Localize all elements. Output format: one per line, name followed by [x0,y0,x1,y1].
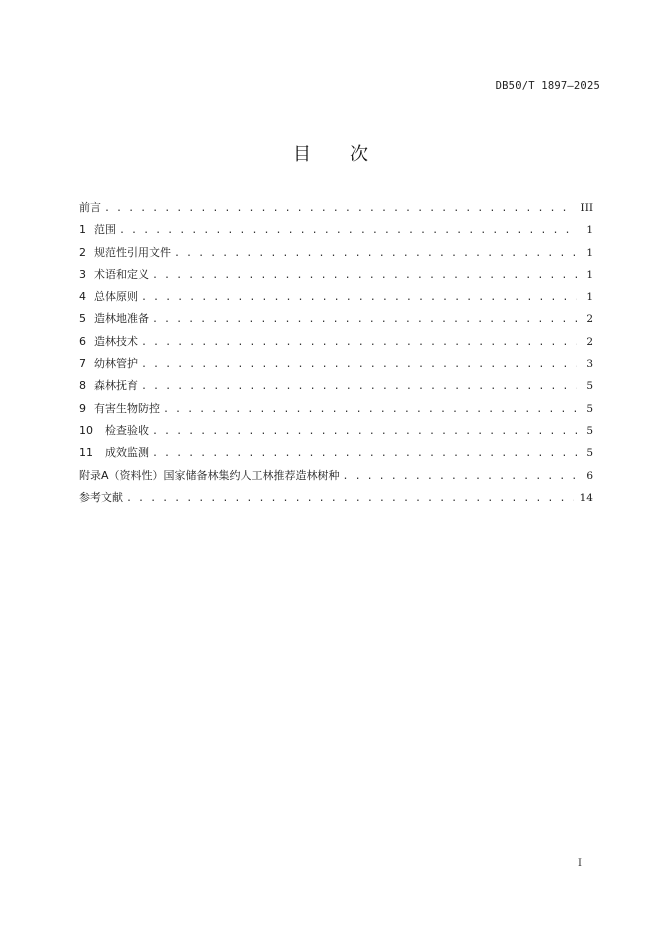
toc-entry-page: 14 [579,491,593,504]
toc-entry-label: 总体原则 [94,290,138,304]
toc-leader-dots [152,424,577,440]
toc-entry-label: 附录A（资料性）国家储备林集约人工林推荐造林树种 [79,468,340,482]
toc-entry-number: 10 [79,423,93,437]
toc-leader-dots [119,223,577,239]
toc-entry-page: 2 [586,313,593,326]
toc-entry-label: 检查验收 [105,423,149,437]
toc-leader-dots [152,268,577,284]
toc-entry-forest-tending[interactable] [79,378,593,400]
toc-entry-label: 规范性引用文件 [94,245,171,259]
toc-entry-scope[interactable] [79,222,593,244]
page-title [0,140,662,166]
page-title-char-2: 次 [350,144,369,165]
toc-entry-label: 参考文献 [79,490,123,504]
toc-entry-number: 9 [79,401,86,415]
toc-entry-inspection-acceptance[interactable] [79,423,593,445]
toc-entry-label: 幼林管护 [94,357,138,371]
toc-entry-label: 造林技术 [94,334,138,348]
toc-entry-general-principles[interactable] [79,289,593,311]
toc-entry-number: 11 [79,446,93,460]
toc-entry-page: 5 [586,402,593,415]
toc-entry-page: 6 [586,469,593,482]
toc-entry-page: 1 [586,224,593,237]
toc-leader-dots [152,446,577,462]
toc-entry-number: 6 [79,334,86,348]
toc-entry-pest-control[interactable] [79,401,593,423]
toc-entry-page: III [580,202,593,214]
document-code: DB50/T 1897—2025 [495,80,600,92]
toc-leader-dots [163,402,577,418]
toc-entry-site-preparation[interactable] [79,311,593,333]
toc-leader-dots [141,357,577,373]
toc-entry-page: 3 [586,358,593,371]
toc-entry-page: 2 [586,335,593,348]
toc-entry-label: 森林抚育 [94,379,138,393]
toc-entry-page: 1 [586,268,593,281]
toc-entry-young-forest-care[interactable] [79,356,593,378]
toc-entry-label: 术语和定义 [94,267,149,281]
toc-entry-effectiveness-monitoring[interactable] [79,445,593,467]
toc-entry-number: 4 [79,290,86,304]
toc-entry-number: 1 [79,223,86,237]
toc-entry-normative-references[interactable] [79,245,593,267]
toc-leader-dots [343,469,577,485]
toc-entry-number: 5 [79,312,86,326]
toc-entry-number: 7 [79,357,86,371]
toc-entry-number: 2 [79,245,86,259]
toc-entry-page: 5 [586,447,593,460]
toc-entry-afforestation-techniques[interactable] [79,334,593,356]
table-of-contents [79,200,593,512]
toc-leader-dots [141,335,577,351]
toc-entry-page: 5 [586,380,593,393]
toc-entry-terms-definitions[interactable] [79,267,593,289]
toc-entry-page: 1 [586,246,593,259]
toc-entry-label: 前言 [79,201,101,214]
toc-entry-page: 1 [586,291,593,304]
page-title-char-1: 目 [293,144,312,165]
toc-entry-number: 3 [79,267,86,281]
toc-leader-dots [104,201,575,217]
toc-leader-dots [141,379,577,395]
page-number: I [578,858,582,869]
toc-entry-foreword[interactable] [79,200,593,222]
toc-entry-bibliography[interactable] [79,490,593,512]
toc-entry-page: 5 [586,424,593,437]
toc-entry-label: 造林地准备 [94,312,149,326]
toc-leader-dots [141,290,577,306]
toc-entry-label: 范围 [94,223,116,237]
toc-leader-dots [174,246,577,262]
toc-entry-label: 成效监测 [105,446,149,460]
toc-entry-label: 有害生物防控 [94,401,160,415]
toc-leader-dots [152,312,577,328]
toc-entry-number: 8 [79,379,86,393]
toc-leader-dots [126,491,574,507]
toc-entry-appendix-a[interactable] [79,468,593,490]
